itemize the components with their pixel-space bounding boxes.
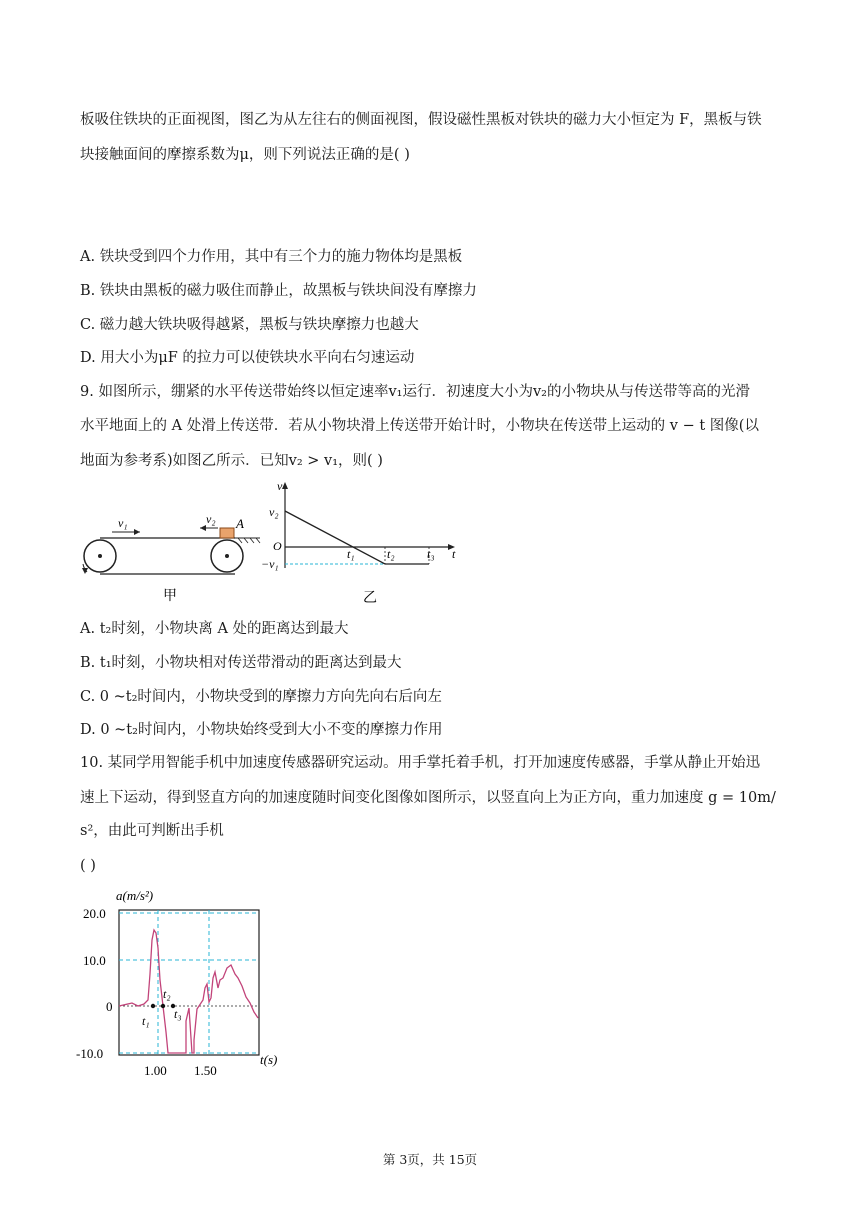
- xtick-150: 1.50: [194, 1063, 217, 1078]
- tick-neg-v1: −v₁: [261, 557, 279, 571]
- q10-line1: 10. 某同学用智能手机中加速度传感器研究运动。用手掌托着手机，打开加速度传感器，手掌从静止开始迅: [80, 755, 761, 771]
- conveyor-figure: [70, 508, 270, 603]
- ytick-20: 20.0: [83, 906, 106, 921]
- axis-a-label: a(m/s²): [116, 888, 154, 903]
- q8-option-b: B. 铁块由黑板的磁力吸住而静止，故黑板与铁块间没有摩擦力: [80, 283, 477, 299]
- acceleration-graph: [72, 882, 287, 1082]
- axis-v: v: [277, 479, 283, 493]
- q8-option-d: D. 用大小为μF 的拉力可以使铁块水平向右匀速运动: [80, 350, 415, 366]
- tick-v2: v₂: [269, 505, 279, 519]
- tick-t3: t₃: [427, 547, 435, 561]
- q10-line4: ( ): [80, 858, 96, 874]
- block-a: [220, 528, 234, 538]
- tick-t1: t₁: [347, 547, 355, 561]
- xtick-100: 1.00: [144, 1063, 167, 1078]
- q9-line1: 9. 如图所示，绷紧的水平传送带始终以恒定速率v₁运行．初速度大小为v₂的小物块从与传送带等高的光滑: [80, 384, 750, 400]
- plot-frame: [119, 910, 259, 1055]
- q8-option-c: C. 磁力越大铁块吸得越紧，黑板与铁块摩擦力也越大: [80, 317, 419, 333]
- ytick-10: 10.0: [83, 953, 106, 968]
- q10-line2: 速上下运动，得到竖直方向的加速度随时间变化图像如图所示，以竖直向上为正方向，重力加速度 g = 10m/: [80, 790, 776, 806]
- q8-line2: 块接触面间的摩擦系数为μ，则下列说法正确的是( ): [80, 147, 410, 163]
- origin-o: O: [273, 539, 282, 553]
- q9-line2: 水平地面上的 A 处滑上传送带．若从小物块滑上传送带开始计时，小物块在传送带上运动的 v − t 图像(以: [80, 418, 759, 434]
- tick-t2: t₂: [387, 547, 395, 561]
- label-a: A: [236, 516, 244, 531]
- q9-option-c: C. 0 ~t₂时间内，小物块受到的摩擦力方向先向右后向左: [80, 689, 442, 705]
- caption-jia: 甲: [163, 589, 177, 603]
- mark-t3: t₃: [174, 1007, 182, 1021]
- axis-t: t: [452, 547, 456, 561]
- ytick-neg10: -10.0: [76, 1046, 104, 1061]
- q9-option-d: D. 0 ~t₂时间内，小物块始终受到大小不变的摩擦力作用: [80, 722, 443, 738]
- mark-t2: t₂: [163, 987, 171, 1001]
- acceleration-curve: [119, 930, 258, 1053]
- q8-line1: 板吸住铁块的正面视图，图乙为从左往右的侧面视图，假设磁性黑板对铁块的磁力大小恒定为 F，黑板与铁: [80, 112, 762, 128]
- caption-yi: 乙: [363, 591, 377, 606]
- vt-graph: [255, 478, 475, 608]
- q10-line3: s²，由此可判断出手机: [80, 823, 224, 839]
- mark-t1: t₁: [142, 1014, 150, 1028]
- page-footer: 第 3页，共 15页: [382, 1152, 478, 1167]
- q9-line3: 地面为参考系)如图乙所示．已知v₂ > v₁，则( ): [80, 453, 383, 469]
- ytick-0: 0: [106, 999, 113, 1014]
- q9-option-b: B. t₁时刻，小物块相对传送带滑动的距离达到最大: [80, 655, 402, 671]
- vt-decel-line: [285, 511, 385, 564]
- label-v1: v₁: [118, 516, 128, 530]
- q9-option-a: A. t₂时刻，小物块离 A 处的距离达到最大: [80, 621, 349, 637]
- label-v2: v₂: [206, 512, 216, 526]
- axis-t-label: t(s): [260, 1052, 278, 1067]
- q8-option-a: A. 铁块受到四个力作用，其中有三个力的施力物体均是黑板: [80, 249, 463, 265]
